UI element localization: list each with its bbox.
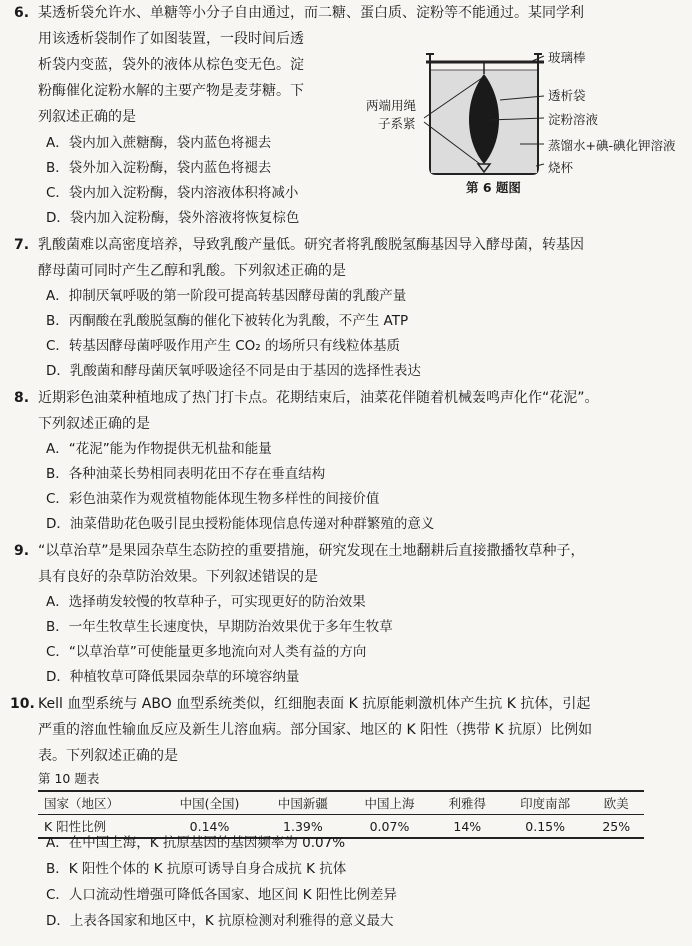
question-number: 9. <box>14 543 30 559</box>
table-header-cell: 中国上海 <box>364 796 415 811</box>
question-number: 10. <box>10 696 35 712</box>
option-d: D．乳酸菌和酵母菌厌氧呼吸途径不同是由于基因的选择性表达 <box>46 363 421 379</box>
question-stem-line: 近期彩色油菜种植地成了热门打卡点。花期结束后，油菜花伴随着机械轰鸣声化作“花泥”。 <box>38 390 599 406</box>
table-header-cell: 国家（地区） <box>44 796 120 811</box>
question-stem-line: “以草治草”是果园杂草生态防控的重要措施，研究发现在土地翻耕后直接撒播牧草种子， <box>38 543 585 559</box>
question-number: 8. <box>14 390 30 406</box>
question-stem-line: 列叙述正确的是 <box>38 109 136 125</box>
question-stem-line: 具有良好的杂草防治效果。下列叙述错误的是 <box>38 569 318 585</box>
table-row-label: K 阳性比例 <box>44 819 107 834</box>
option-c: C．彩色油菜作为观赏植物能体现生物多样性的间接价值 <box>46 491 380 507</box>
question-number: 7. <box>14 237 30 253</box>
figure-label-rope: 两端用绳 <box>366 98 417 113</box>
table-header-row <box>38 791 644 815</box>
table-cell: 25% <box>602 818 631 834</box>
option-b: B．各种油菜长势相同表明花田不存在垂直结构 <box>46 466 326 482</box>
option-b: B．丙酮酸在乳酸脱氢酶的催化下被转化为乳酸，不产生 ATP <box>46 313 409 329</box>
table-cell: 0.07% <box>369 818 410 834</box>
option-b: B．袋外加入淀粉酶，袋内蓝色将褪去 <box>46 160 272 176</box>
table-cell: 1.39% <box>283 818 323 834</box>
question-stem-line: 析袋内变蓝，袋外的液体从棕色变无色。淀 <box>38 57 304 73</box>
option-a: A．“花泥”能为作物提供无机盐和能量 <box>46 441 272 457</box>
table-header-cell: 欧美 <box>603 796 629 811</box>
figure-label-beaker: 烧杯 <box>548 160 574 175</box>
dialysis-apparatus-figure <box>420 40 560 180</box>
question-stem-line: Kell 血型系统与 ABO 血型系统类似，红细胞表面 K 抗原能刺激机体产生抗 K 抗体，引起 <box>38 696 591 712</box>
table-cell: 0.14% <box>189 818 230 834</box>
option-c: C．转基因酵母菌呼吸作用产生 CO₂ 的场所只有线粒体基质 <box>46 338 400 354</box>
question-stem-line: 粉酶催化淀粉水解的主要产物是麦芽糖。下 <box>38 83 304 99</box>
question-stem-line: 乳酸菌难以高密度培养，导致乳酸产量低。研究者将乳酸脱氢酶基因导入酵母菌，转基因 <box>38 237 584 253</box>
figure-label-solution: 蒸馏水+碘-碘化钾溶液 <box>548 138 676 153</box>
figure-label-rope: 子系紧 <box>378 116 416 131</box>
question-stem-line: 表。下列叙述正确的是 <box>38 748 178 764</box>
option-c: C．袋内加入淀粉酶，袋内溶液体积将减小 <box>46 185 299 201</box>
table-header-cell: 中国新疆 <box>277 796 328 811</box>
option-b: B．一年生牧草生长速度快，早期防治效果优于多年生牧草 <box>46 619 393 635</box>
table-header-cell: 印度南部 <box>520 796 571 811</box>
question-stem-line: 某透析袋允许水、单糖等小分子自由通过，而二糖、蛋白质、淀粉等不能通过。某同学利 <box>38 5 584 21</box>
question-stem-line: 下列叙述正确的是 <box>38 416 150 432</box>
question-number: 6. <box>14 5 30 21</box>
option-a: A．抑制厌氧呼吸的第一阶段可提高转基因酵母菌的乳酸产量 <box>46 288 407 304</box>
option-a: A．袋内加入蔗糖酶，袋内蓝色将褪去 <box>46 135 272 151</box>
option-c: C．人口流动性增强可降低各国家、地区间 K 阳性比例差异 <box>46 887 397 903</box>
question-stem-line: 严重的溶血性输血反应及新生儿溶血病。部分国家、地区的 K 阳性（携带 K 抗原）比例如 <box>38 722 593 738</box>
option-c: C．“以草治草”可使能量更多地流向对人类有益的方向 <box>46 644 367 660</box>
table-cell: 14% <box>453 818 482 834</box>
option-d: D．种植牧草可降低果园杂草的环境容纳量 <box>46 669 300 685</box>
option-d: D．上表各国家和地区中，K 抗原检测对利雅得的意义最大 <box>46 913 394 929</box>
figure-label-starch: 淀粉溶液 <box>548 112 599 127</box>
option-b: B．K 阳性个体的 K 抗原可诱导自身合成抗 K 抗体 <box>46 861 347 877</box>
table-header-cell: 利雅得 <box>448 796 487 811</box>
table-cell: 0.15% <box>525 818 565 834</box>
figure-label-glass-rod: 玻璃棒 <box>548 50 586 65</box>
option-a: A．选择萌发较慢的牧草种子，可实现更好的防治效果 <box>46 594 366 610</box>
option-d: D．油菜借助花色吸引昆虫授粉能体现信息传递对种群繁殖的意义 <box>46 516 435 532</box>
figure-label-bag: 透析袋 <box>548 88 586 103</box>
table-header-cell: 中国(全国) <box>179 796 240 811</box>
option-d: D．袋内加入淀粉酶，袋外溶液将恢复棕色 <box>46 210 300 226</box>
question-stem-line: 酵母菌可同时产生乙醇和乳酸。下列叙述正确的是 <box>38 263 346 279</box>
option-a: A．在中国上海，K 抗原基因的基因频率为 0.07% <box>46 835 346 851</box>
table-caption: 第 10 题表 <box>38 771 100 786</box>
figure-caption: 第 6 题图 <box>466 180 521 195</box>
question-stem-line: 用该透析袋制作了如图装置，一段时间后透 <box>38 31 304 47</box>
